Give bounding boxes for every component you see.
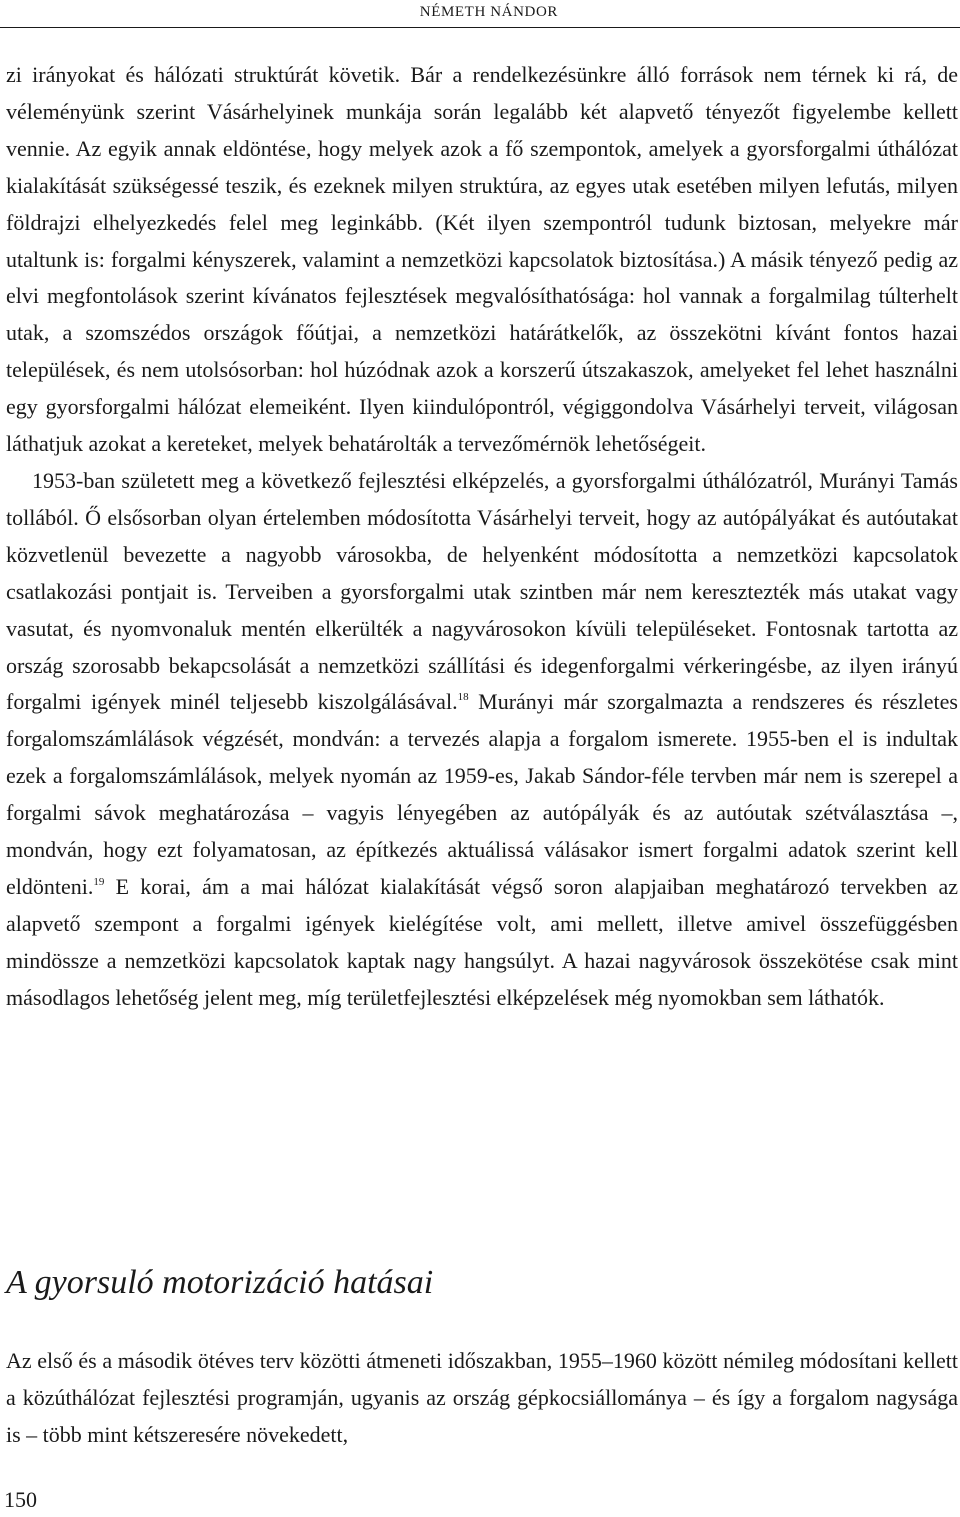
paragraph-1: zi irányokat és hálózati struktúrát követik. Bár a rendelkezésünkre álló források nem térnek ki rá, de véleményünk szerint Vásárhelyinek munkája során legalább két alapvető tényezőt figyelembe kellett vennie. Az egyik annak eldöntése, hogy melyek azok a fő szempontok, amelyek a gyorsforgalmi úthálózat kialakítását szükségessé teszik, és ezeknek milyen struktúra, az egyes utak esetében milyen lefutás, milyen földrajzi elhelyezkedés felel meg leginkább. (Két ilyen szempontról tudunk biztosan, melyekre már utaltunk is: forgalmi kényszerek, valamint a nemzetközi kapcsolatok biztosítása.) A másik tényező pedig az elvi megfontolások szerint kívánatos fejlesztések megvalósíthatósága: hol vannak a forgalmilag túlterhelt utak, a szomszédos országok főútjai, a nemzetközi határátkelők, az összekötni kívánt fontos hazai települések, és nem utolsósorban: hol húzódnak azok a korszerű útszakaszok, amelyeket fel lehet használni egy gyorsforgalmi hálózat elemeiként. Ilyen kiindulópontról, végiggondolva Vásárhelyi terveit, világosan láthatjuk azokat a kereteket, melyek behatárolták a tervezőmérnök lehetőségeit. <box>6 62 958 457</box>
paragraph-2-part-b: Murányi már szorgalmazta a rendszeres és részletes forgalomszámlálások végzését, mondván: a tervezés alapja a forgalom ismerete. 1955-ben el is indultak ezek a forgalomszámlálások, melyek nyomán az 1959-es, Jakab Sándor-féle tervben már nem is szerepel a forgalmi sávok meghatározása – vagyis lényegében az autópályák és az autóutak szétválasztása –, mondván, hogy ezt folyamatosan, az építkezés aktuálissá válásakor ismert forgalmi adatok szerint kell eldönteni. <box>6 689 958 899</box>
paragraph-2-part-a: 1953-ban született meg a következő fejlesztési elképzelés, a gyorsforgalmi úthálózatról, Murányi Tamás tollából. Ő elsősorban olyan értelemben módosította Vásárhelyi terveit, hogy az autópályákat és autóutakat közvetlenül bevezette a nagyobb városokba, de helyenként módosította a nemzetközi kapcsolatok csatlakozási pontjait is. Terveiben a gyorsforgalmi utak szintben már nem keresztezték más utakat vagy vasutat, és nyomvonaluk mentén elkerülték a nagyvárosokon kívüli településeket. Fontosnak tartotta az ország szorosabb bekapcsolását a nemzetközi szállítási és idegenforgalmi vérkeringésbe, az ilyen irányú forgalmi igények minél teljesebb kiszolgálásával. <box>6 467 958 715</box>
running-header <box>0 0 960 28</box>
header-rule <box>0 27 960 28</box>
paragraph-2-part-c: E korai, ám a mai hálózat kialakítását végső soron alapjaiban meghatározó tervekben az alapvető szempont a forgalmi igények kielégítése volt, ami mellett, illetve amivel összefüggésben mindössze a nemzetközi kapcsolatok kaptak nagy hangsúlyt. A hazai nagyvárosok összekötése csak mint másodlagos lehetőség jelent meg, míg területfejlesztési elképzelések még nyomokban sem láthatók. <box>6 873 958 1010</box>
section-heading: A gyorsuló motorizáció hatásai <box>6 1264 434 1301</box>
body-text <box>6 57 958 1017</box>
footnote-ref-19: 19 <box>93 875 105 888</box>
running-title: NÉMETH NÁNDOR <box>419 4 558 20</box>
section-paragraph: Az első és a második ötéves terv közötti átmeneti időszakban, 1955–1960 között némileg módosítani kellett a közúthálózat fejlesztési programján, ugyanis az ország gépkocsiállománya – és így a forgalom nagysága is – több mint kétszeresére növekedett, <box>6 1348 958 1447</box>
page-number: 150 <box>4 1487 37 1512</box>
paragraph-2 <box>6 463 958 1017</box>
footnote-ref-18: 18 <box>457 691 469 704</box>
